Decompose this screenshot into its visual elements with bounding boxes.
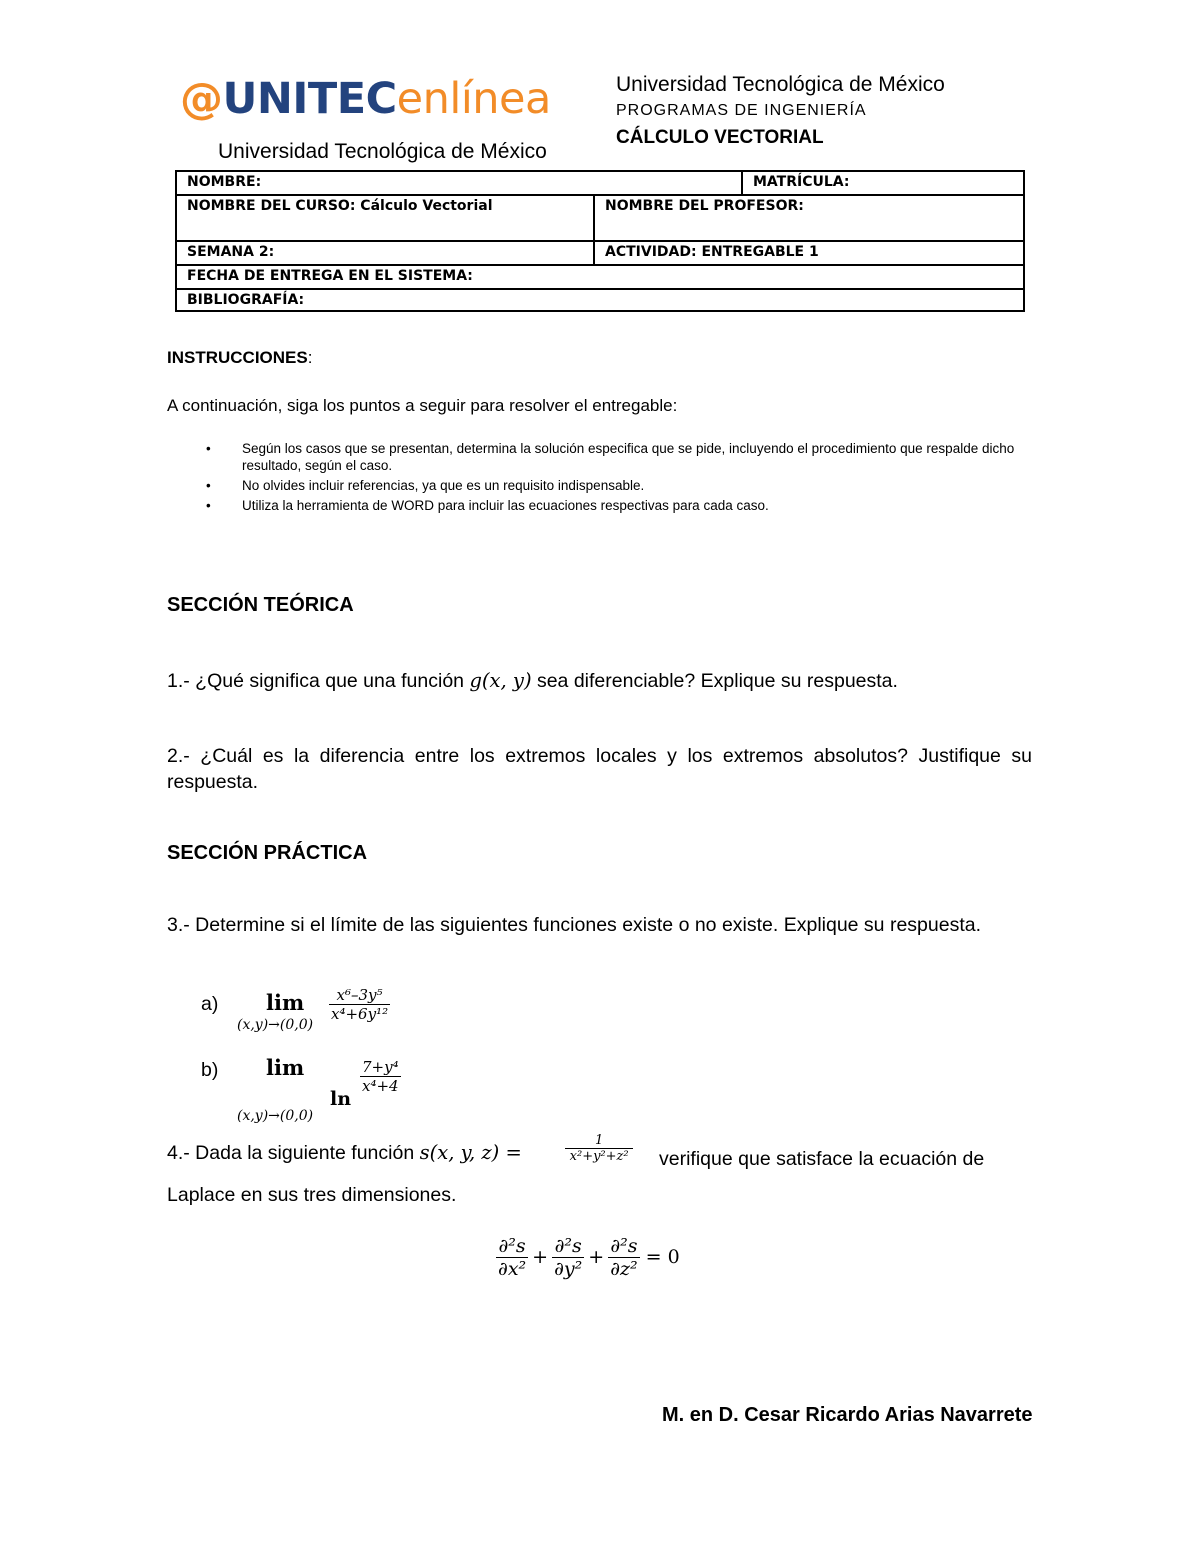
actividad-label: ACTIVIDAD: ENTREGABLE 1 bbox=[605, 244, 819, 260]
instructions-intro: A continuación, siga los puntos a seguir para resolver el entregable: bbox=[167, 396, 678, 415]
theory-heading: SECCIÓN TEÓRICA bbox=[167, 594, 354, 616]
q1-text-pre: 1.- ¿Qué significa que una función bbox=[167, 670, 470, 692]
item-b-ln: ln bbox=[330, 1088, 352, 1110]
question-4-post: verifique que satisface la ecuación de bbox=[659, 1148, 985, 1170]
laplace-plus-1: + bbox=[532, 1245, 549, 1268]
university-name: Universidad Tecnológica de México bbox=[616, 73, 945, 96]
q1-math: g(x, y) bbox=[469, 669, 532, 692]
list-item: • Según los casos que se presentan, determina la solución especifica que se pide, incluyendo el procedimiento que respalde dicho resultado, según el caso. bbox=[206, 440, 1036, 474]
profesor-cell[interactable] bbox=[594, 195, 1024, 241]
matricula-label: MATRÍCULA: bbox=[753, 174, 850, 190]
curso-cell bbox=[176, 195, 594, 241]
item-a-fraction bbox=[329, 986, 390, 1023]
q4-math: s(x, y, z) = bbox=[419, 1141, 522, 1164]
nombre-cell[interactable] bbox=[176, 171, 742, 195]
item-b-lim: lim bbox=[266, 1055, 305, 1080]
laplace-equation bbox=[496, 1235, 680, 1280]
q4-denominator: x²+y²+z² bbox=[569, 1149, 629, 1164]
q4-text-pre: 4.- Dada la siguiente función bbox=[167, 1142, 420, 1164]
fecha-label: FECHA DE ENTREGA EN EL SISTEMA: bbox=[187, 268, 473, 284]
list-item: • Utiliza la herramienta de WORD para incluir las ecuaciones respectivas para cada caso. bbox=[206, 497, 1036, 514]
laplace-t2-den: ∂y² bbox=[554, 1258, 583, 1280]
item-b-label: b) bbox=[201, 1059, 219, 1081]
bibliografia-label: BIBLIOGRAFÍA: bbox=[187, 292, 305, 308]
logo-subtitle: Universidad Tecnológica de México bbox=[218, 140, 547, 163]
item-b-sub: (x,y)→(0,0) bbox=[237, 1108, 314, 1124]
laplace-equals-zero: = 0 bbox=[645, 1245, 680, 1268]
logo-at: @ bbox=[180, 74, 223, 124]
item-b-fraction bbox=[360, 1058, 401, 1095]
list-item: • No olvides incluir referencias, ya que es un requisito indispensable. bbox=[206, 477, 1036, 494]
instructions-list bbox=[206, 440, 1036, 517]
item-a-lim: lim bbox=[266, 990, 305, 1015]
curso-label: NOMBRE DEL CURSO: Cálculo Vectorial bbox=[187, 198, 493, 214]
item-a-numerator: x⁶–3y⁵ bbox=[329, 986, 390, 1005]
logo-unitec: UNITEC bbox=[222, 74, 397, 124]
item-b-denominator: x⁴+4 bbox=[362, 1077, 399, 1095]
item-a-denominator: x⁴+6y¹² bbox=[331, 1005, 389, 1023]
semana-label: SEMANA 2: bbox=[187, 244, 275, 260]
practice-heading: SECCIÓN PRÁCTICA bbox=[167, 842, 368, 864]
q4-numerator: 1 bbox=[565, 1133, 633, 1149]
laplace-t1-num: ∂²s bbox=[496, 1235, 528, 1258]
question-4-line2: Laplace en sus tres dimensiones. bbox=[167, 1184, 457, 1206]
matricula-cell[interactable] bbox=[742, 171, 1024, 195]
program-name: PROGRAMAS DE INGENIERÍA bbox=[616, 102, 867, 119]
laplace-t2-num: ∂²s bbox=[552, 1235, 584, 1258]
bibliografia-cell[interactable] bbox=[176, 289, 1024, 311]
laplace-t3-den: ∂z² bbox=[610, 1258, 638, 1280]
q4-fraction bbox=[565, 1133, 633, 1164]
laplace-plus-2: + bbox=[588, 1245, 605, 1268]
question-3: 3.- Determine si el límite de las siguientes funciones existe o no existe. Explique su respuesta. bbox=[167, 914, 982, 936]
actividad-cell bbox=[594, 241, 1024, 265]
question-2: 2.- ¿Cuál es la diferencia entre los extremos locales y los extremos absolutos? Justifique su respuesta. bbox=[167, 745, 1032, 793]
profesor-label: NOMBRE DEL PROFESOR: bbox=[605, 198, 804, 214]
author-signature: M. en D. Cesar Ricardo Arias Navarrete bbox=[662, 1404, 1033, 1426]
fecha-cell[interactable] bbox=[176, 265, 1024, 289]
instructions-heading bbox=[167, 348, 312, 368]
unitec-logo bbox=[180, 74, 551, 124]
nombre-label: NOMBRE: bbox=[187, 174, 262, 190]
item-b-numerator: 7+y⁴ bbox=[362, 1058, 399, 1076]
semana-cell bbox=[176, 241, 594, 265]
laplace-t3-num: ∂²s bbox=[608, 1235, 639, 1258]
logo-enlinea: enlínea bbox=[396, 74, 551, 124]
instructions-title: INSTRUCCIONES bbox=[167, 348, 308, 367]
item-a-sub: (x,y)→(0,0) bbox=[237, 1017, 314, 1033]
instructions-colon: : bbox=[307, 348, 313, 367]
student-info-table bbox=[175, 170, 1025, 312]
laplace-t1-den: ∂x² bbox=[498, 1258, 527, 1280]
q1-text-post: sea diferenciable? Explique su respuesta. bbox=[531, 670, 898, 692]
question-1 bbox=[167, 668, 898, 694]
item-a-label: a) bbox=[201, 993, 219, 1015]
course-name: CÁLCULO VECTORIAL bbox=[616, 127, 824, 148]
question-4-pre bbox=[167, 1140, 522, 1166]
